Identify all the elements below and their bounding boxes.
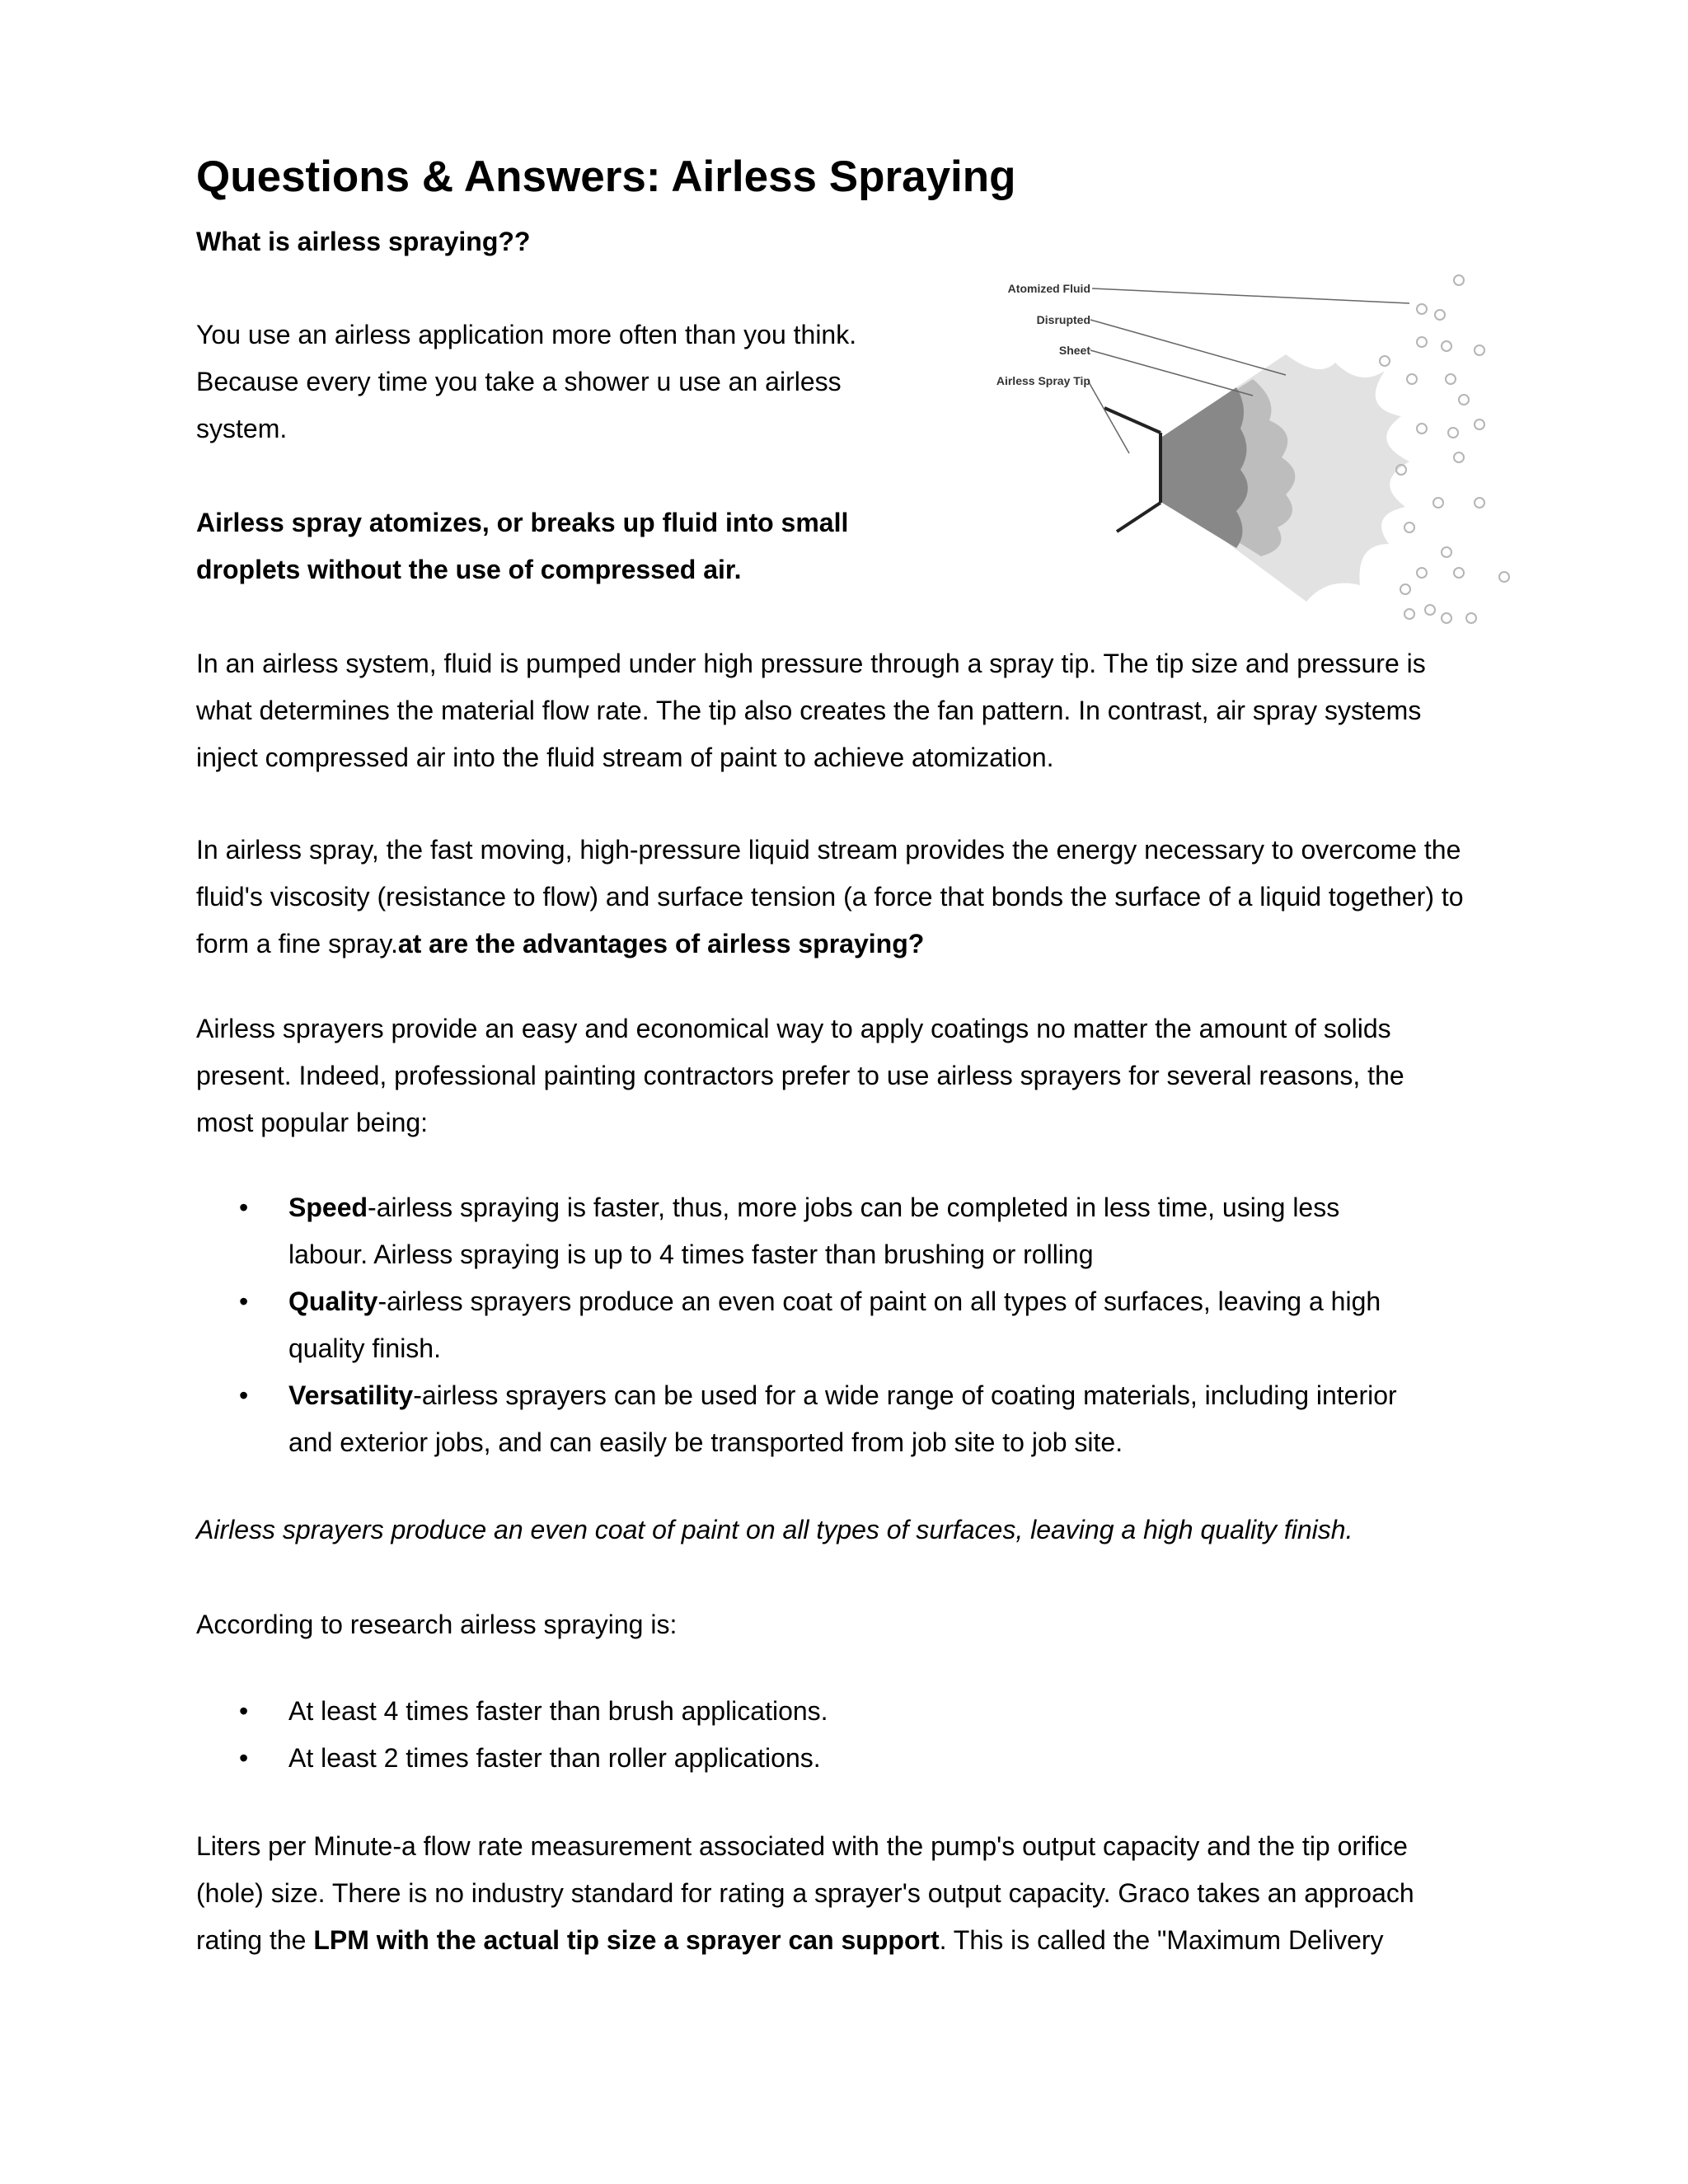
- bullet-icon: •: [239, 1286, 249, 1316]
- list-item: [239, 1735, 828, 1782]
- label-disrupted: Disrupted: [1036, 313, 1090, 326]
- bullet-icon: •: [239, 1380, 249, 1410]
- paragraph-lpm: [196, 1823, 1414, 1964]
- airless-spray-diagram: [973, 264, 1517, 643]
- paragraph-line: what determines the material flow rate. The tip also creates the fan pattern. In contrast, air spray systems: [196, 696, 1422, 725]
- research-text: At least 2 times faster than roller applications.: [288, 1743, 821, 1773]
- research-list: [239, 1688, 828, 1782]
- advantage-text: and exterior jobs, and can easily be transported from job site to job site.: [288, 1427, 1123, 1457]
- advantage-text: -airless spraying is faster, thus, more jobs can be completed in less time, using less: [368, 1193, 1340, 1222]
- paragraph-line: In airless spray, the fast moving, high-pressure liquid stream provides the energy necessary to overcome the: [196, 835, 1461, 865]
- list-item: [239, 1688, 828, 1735]
- list-item: [239, 1372, 1397, 1466]
- list-item: [239, 1184, 1397, 1278]
- advantage-text: quality finish.: [288, 1333, 441, 1363]
- definition-line: droplets without the use of compressed air.: [196, 555, 742, 584]
- bullet-icon: •: [239, 1193, 249, 1222]
- question-heading-2: at are the advantages of airless spraying?: [397, 929, 925, 958]
- paragraph-line: (hole) size. There is no industry standard for rating a sprayer's output capacity. Graco takes an approach: [196, 1878, 1414, 1908]
- page-title: Questions & Answers: Airless Spraying: [196, 152, 1016, 201]
- intro-paragraph: [196, 312, 856, 452]
- advantage-term: Quality: [288, 1286, 378, 1316]
- advantage-term: Speed: [288, 1193, 368, 1222]
- intro-line: Because every time you take a shower u use an airless: [196, 367, 842, 396]
- bullet-icon: •: [239, 1743, 249, 1773]
- paragraph-emphasis: LPM with the actual tip size a sprayer can support: [313, 1925, 940, 1955]
- paragraph-line: Airless sprayers provide an easy and economical way to apply coatings no matter the amount of solids: [196, 1014, 1391, 1043]
- paragraph-line-end: form a fine spray.: [196, 929, 398, 958]
- paragraph-line: most popular being:: [196, 1108, 429, 1137]
- question-heading-1: What is airless spraying??: [196, 227, 531, 256]
- paragraph-economy: [196, 1005, 1404, 1146]
- paragraph-line: Liters per Minute-a flow rate measurement associated with the pump's output capacity and the tip orifice: [196, 1831, 1408, 1861]
- research-intro: According to research airless spraying is:: [196, 1610, 678, 1639]
- advantage-term: Versatility: [288, 1380, 414, 1410]
- advantage-text: labour. Airless spraying is up to 4 times faster than brushing or rolling: [288, 1240, 1094, 1269]
- paragraph-fragment: . This is called the "Maximum Delivery: [939, 1925, 1384, 1955]
- paragraph-fragment: rating the: [196, 1925, 314, 1955]
- paragraph-line: [196, 921, 1464, 968]
- paragraph-line: fluid's viscosity (resistance to flow) and surface tension (a force that bonds the surface of a liquid together) to: [196, 882, 1464, 912]
- paragraph-line: present. Indeed, professional painting contractors prefer to use airless sprayers for several reasons, the: [196, 1061, 1404, 1090]
- paragraph-system: [196, 640, 1426, 781]
- paragraph-line: inject compressed air into the fluid stream of paint to achieve atomization.: [196, 743, 1054, 772]
- label-atomized-fluid: Atomized Fluid: [1007, 282, 1090, 295]
- paragraph-line: In an airless system, fluid is pumped under high pressure through a spray tip. The tip size and pressure is: [196, 649, 1426, 678]
- label-airless-spray-tip: Airless Spray Tip: [996, 374, 1090, 387]
- definition-paragraph: [196, 499, 848, 593]
- label-sheet: Sheet: [1058, 344, 1090, 357]
- definition-line: Airless spray atomizes, or breaks up fluid into small: [196, 508, 849, 537]
- advantage-text: -airless sprayers can be used for a wide range of coating materials, including interior: [413, 1380, 1397, 1410]
- intro-line: system.: [196, 414, 288, 443]
- advantages-list: [239, 1184, 1397, 1466]
- bullet-icon: •: [239, 1696, 249, 1726]
- paragraph-energy: [196, 827, 1464, 968]
- italic-note: Airless sprayers produce an even coat of paint on all types of surfaces, leaving a high quality finish.: [196, 1515, 1353, 1544]
- intro-line: You use an airless application more often than you think.: [196, 320, 857, 349]
- paragraph-line: [196, 1917, 1414, 1964]
- advantage-text: -airless sprayers produce an even coat of paint on all types of surfaces, leaving a high: [377, 1286, 1381, 1316]
- list-item: [239, 1278, 1397, 1372]
- research-text: At least 4 times faster than brush applications.: [288, 1696, 828, 1726]
